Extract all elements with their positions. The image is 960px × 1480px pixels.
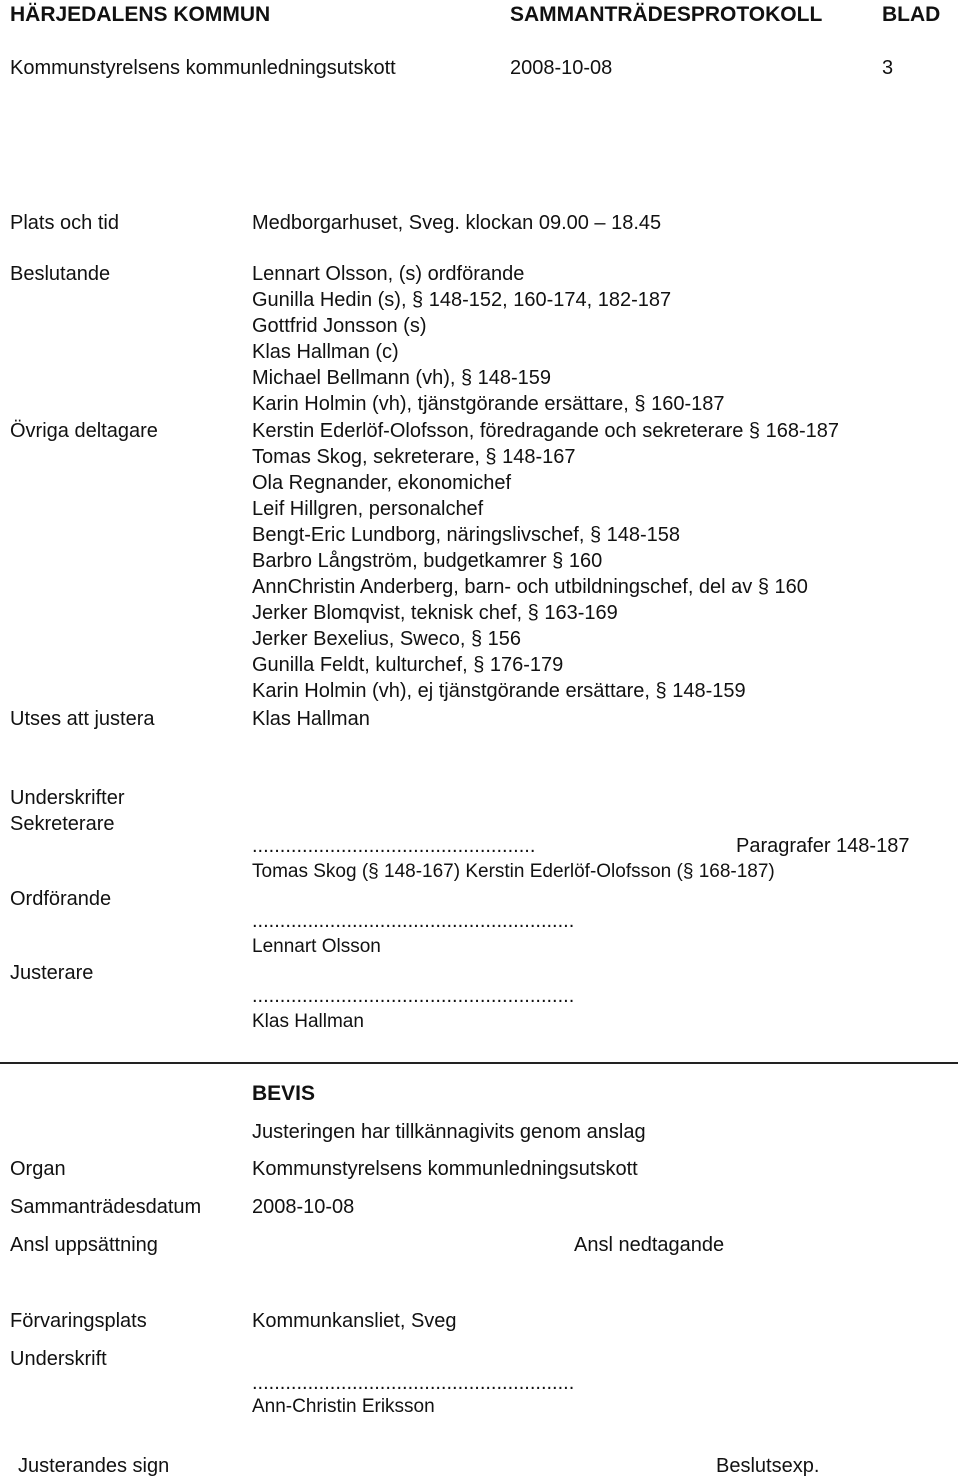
list-item: Kerstin Ederlöf-Olofsson, föredragande och sekreterare § 168-187 <box>252 420 840 442</box>
section-divider <box>0 1062 958 1064</box>
bevis-subtitle: Justeringen har tillkännagivits genom anslag <box>252 1121 646 1143</box>
list-item: AnnChristin Anderberg, barn- och utbildningschef, del av § 160 <box>252 576 808 598</box>
others-label: Övriga deltagare <box>10 420 158 442</box>
adjuster-sign-label: Justerandes sign <box>18 1455 170 1477</box>
place-value: Medborgarhuset, Sveg. klockan 09.00 – 18.45 <box>252 212 662 234</box>
adjust-label: Utses att justera <box>10 708 155 730</box>
organ-value: Kommunstyrelsens kommunledningsutskott <box>252 1158 638 1180</box>
meeting-date-label: Sammanträdesdatum <box>10 1196 202 1218</box>
list-item: Gottfrid Jonsson (s) <box>252 315 427 337</box>
signatures-heading: Underskrifter <box>10 787 125 809</box>
signature-name: Ann-Christin Eriksson <box>252 1396 435 1417</box>
adjust-value: Klas Hallman <box>252 708 370 730</box>
committee-name: Kommunstyrelsens kommunledningsutskott <box>10 57 396 79</box>
list-item: Gunilla Feldt, kulturchef, § 176-179 <box>252 654 564 676</box>
secretary-signature-line: ................................................... <box>252 835 536 857</box>
adjuster-name: Klas Hallman <box>252 1011 364 1032</box>
list-item: Tomas Skog, sekreterare, § 148-167 <box>252 446 576 468</box>
bevis-title: BEVIS <box>252 1082 316 1105</box>
list-item: Bengt-Eric Lundborg, näringslivschef, § 148-158 <box>252 524 681 546</box>
decision-extract-label: Beslutsexp. <box>716 1455 820 1477</box>
storage-label: Förvaringsplats <box>10 1310 147 1332</box>
list-item: Klas Hallman (c) <box>252 341 399 363</box>
list-item: Lennart Olsson, (s) ordförande <box>252 263 525 285</box>
document-type: SAMMANTRÄDESPROTOKOLL <box>510 3 823 26</box>
list-item: Barbro Långström, budgetkamrer § 160 <box>252 550 603 572</box>
adjuster-label: Justerare <box>10 962 94 984</box>
decision-label: Beslutande <box>10 263 111 285</box>
removed-label: Ansl nedtagande <box>574 1234 725 1256</box>
list-item: Karin Holmin (vh), ej tjänstgörande ersättare, § 148-159 <box>252 680 746 702</box>
organ-label: Organ <box>10 1158 66 1180</box>
list-item: Ola Regnander, ekonomichef <box>252 472 512 494</box>
page-number: 3 <box>882 57 894 79</box>
list-item: Gunilla Hedin (s), § 148-152, 160-174, 182-187 <box>252 289 672 311</box>
list-item: Karin Holmin (vh), tjänstgörande ersättare, § 160-187 <box>252 393 725 415</box>
list-item: Leif Hillgren, personalchef <box>252 498 484 520</box>
decision-members-list <box>252 261 724 417</box>
chair-label: Ordförande <box>10 888 112 910</box>
storage-value: Kommunkansliet, Sveg <box>252 1310 457 1332</box>
other-participants-list <box>252 418 839 704</box>
meeting-date-value: 2008-10-08 <box>252 1196 355 1218</box>
secretary-names: Tomas Skog (§ 148-167) Kerstin Ederlöf-Olofsson (§ 168-187) <box>252 861 775 882</box>
municipality-name: HÄRJEDALENS KOMMUN <box>10 3 271 26</box>
blad-label: BLAD <box>882 3 941 26</box>
posted-label: Ansl uppsättning <box>10 1234 158 1256</box>
adjuster-signature-line: .......................................................... <box>252 985 575 1007</box>
place-label: Plats och tid <box>10 212 119 234</box>
signature-line: .......................................................... <box>252 1372 575 1394</box>
list-item: Jerker Blomqvist, teknisk chef, § 163-169 <box>252 602 618 624</box>
chair-signature-line: .......................................................... <box>252 910 575 932</box>
secretary-label: Sekreterare <box>10 813 115 835</box>
chair-name: Lennart Olsson <box>252 936 381 957</box>
signature-label: Underskrift <box>10 1348 107 1370</box>
meeting-date: 2008-10-08 <box>510 57 613 79</box>
paragraphs-range: Paragrafer 148-187 <box>736 835 910 857</box>
list-item: Jerker Bexelius, Sweco, § 156 <box>252 628 522 650</box>
list-item: Michael Bellmann (vh), § 148-159 <box>252 367 552 389</box>
